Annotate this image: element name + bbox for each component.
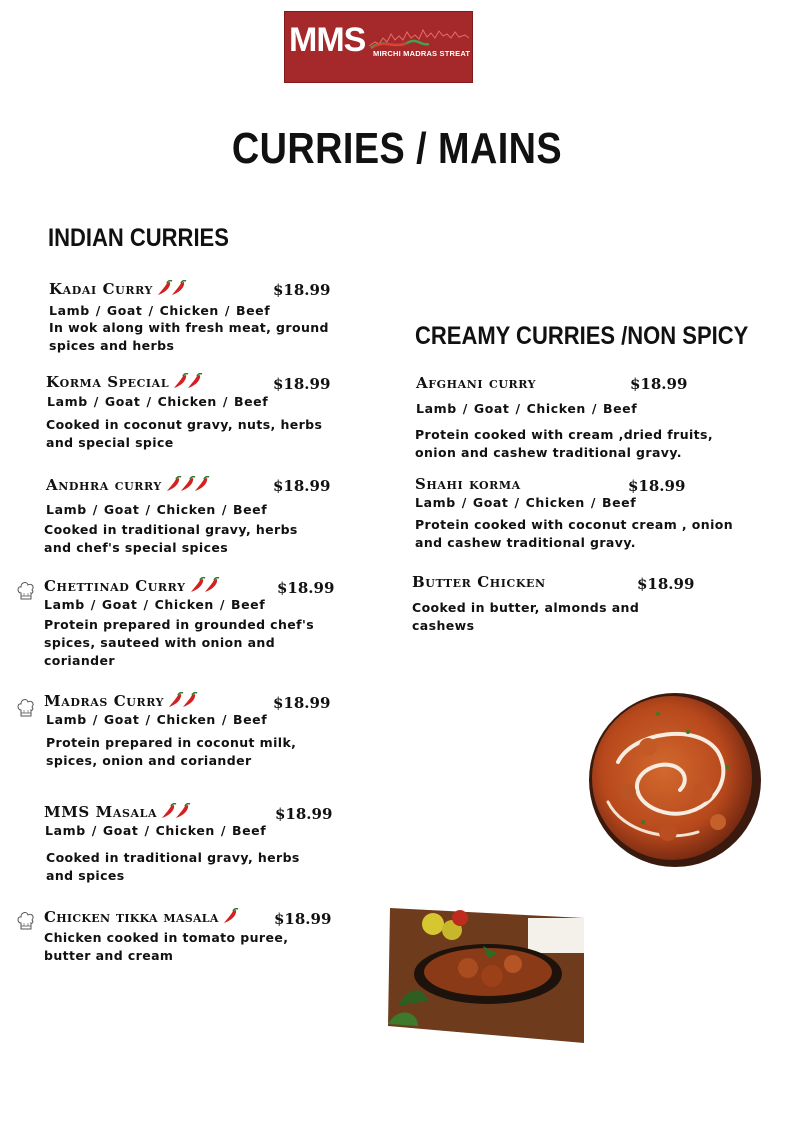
dish-description: Cooked in butter, almonds and cashews: [412, 600, 640, 633]
creamy-curries-heading: CREAMY CURRIES /NON SPICY: [415, 322, 749, 350]
chili-rating: [164, 692, 198, 710]
dish-price: $18.99: [273, 477, 331, 495]
dish-name: Shahi korma: [415, 475, 521, 493]
dish-name: Kadai Curry: [49, 280, 153, 298]
dish-name: Butter Chicken: [412, 573, 546, 591]
dish-price: $18.99: [630, 375, 688, 393]
dish-name: Madras Curry: [44, 692, 165, 710]
dish-description: Protein cooked with coconut cream , onion and cashew traditional gravy.: [415, 517, 734, 550]
chili-rating: [153, 280, 187, 298]
dish-price: $18.99: [277, 579, 335, 597]
chef-hat-icon: [16, 697, 36, 719]
chili-rating: [186, 577, 220, 595]
page-title: CURRIES / MAINS: [231, 124, 563, 173]
dish-name: Andhra curry: [46, 476, 162, 494]
logo-mark: MMS: [289, 21, 366, 59]
dish-description: Protein cooked with cream ,dried fruits, onion and cashew traditional gravy.: [415, 427, 714, 460]
dish-name: MMS Masala: [44, 803, 158, 821]
protein-options: Lamb / Goat / Chicken / Beef: [46, 712, 268, 727]
dish-price: $18.99: [273, 375, 331, 393]
dish-price: $18.99: [275, 805, 333, 823]
dish-description: Chicken cooked in tomato puree, butter and cream: [44, 930, 289, 963]
dish-description: Protein prepared in grounded chef's spices, sauteed with onion and coriander: [44, 617, 315, 668]
chili-pepper-icon: [186, 373, 203, 389]
logo-subtitle: MIRCHI MADRAS STREAT: [373, 49, 471, 58]
chili-rating: [162, 476, 210, 494]
protein-options: Lamb / Goat / Chicken / Beef: [416, 401, 638, 416]
dish-name: Afghani curry: [416, 374, 537, 392]
protein-options: Lamb / Goat / Chicken / Beef: [415, 495, 637, 510]
indian-curries-heading: INDIAN CURRIES: [48, 224, 229, 252]
chili-rating: [157, 803, 191, 821]
dish-description: Protein prepared in coconut milk, spices, onion and coriander: [46, 735, 297, 768]
protein-options: Lamb / Goat / Chicken / Beef: [46, 502, 268, 517]
dish-description: In wok along with fresh meat, ground spices and herbs: [49, 320, 329, 353]
chicken-curry-photo: [388, 906, 586, 1043]
dish-price: $18.99: [274, 910, 332, 928]
dish-description: Cooked in coconut gravy, nuts, herbs and special spice: [46, 417, 323, 450]
dish-description: Cooked in traditional gravy, herbs and chef's special spices: [44, 522, 298, 555]
chili-pepper-icon: [170, 280, 187, 296]
dish-name: Chettinad Curry: [44, 577, 186, 595]
dish-name: Chicken tikka masala: [44, 908, 219, 926]
chef-hat-icon: [16, 910, 36, 932]
chili-pepper-icon: [222, 908, 239, 924]
skyline-icon: [369, 20, 469, 50]
dish-price: $18.99: [637, 575, 695, 593]
chili-pepper-icon: [174, 803, 191, 819]
protein-options: Lamb / Goat / Chicken / Beef: [49, 303, 271, 318]
chili-pepper-icon: [181, 692, 198, 708]
dish-price: $18.99: [273, 694, 331, 712]
chili-rating: [219, 908, 239, 926]
protein-options: Lamb / Goat / Chicken / Beef: [44, 597, 266, 612]
chili-rating: [169, 373, 203, 391]
chili-pepper-icon: [203, 577, 220, 593]
protein-options: Lamb / Goat / Chicken / Beef: [47, 394, 269, 409]
chef-hat-icon: [16, 580, 36, 602]
protein-options: Lamb / Goat / Chicken / Beef: [45, 823, 267, 838]
butter-chicken-photo: [588, 692, 762, 868]
chili-pepper-icon: [193, 476, 210, 492]
dish-price: $18.99: [628, 477, 686, 495]
dish-name: Korma Special: [46, 373, 170, 391]
dish-description: Cooked in traditional gravy, herbs and spices: [46, 850, 300, 883]
dish-price: $18.99: [273, 281, 331, 299]
restaurant-logo: [284, 11, 473, 83]
